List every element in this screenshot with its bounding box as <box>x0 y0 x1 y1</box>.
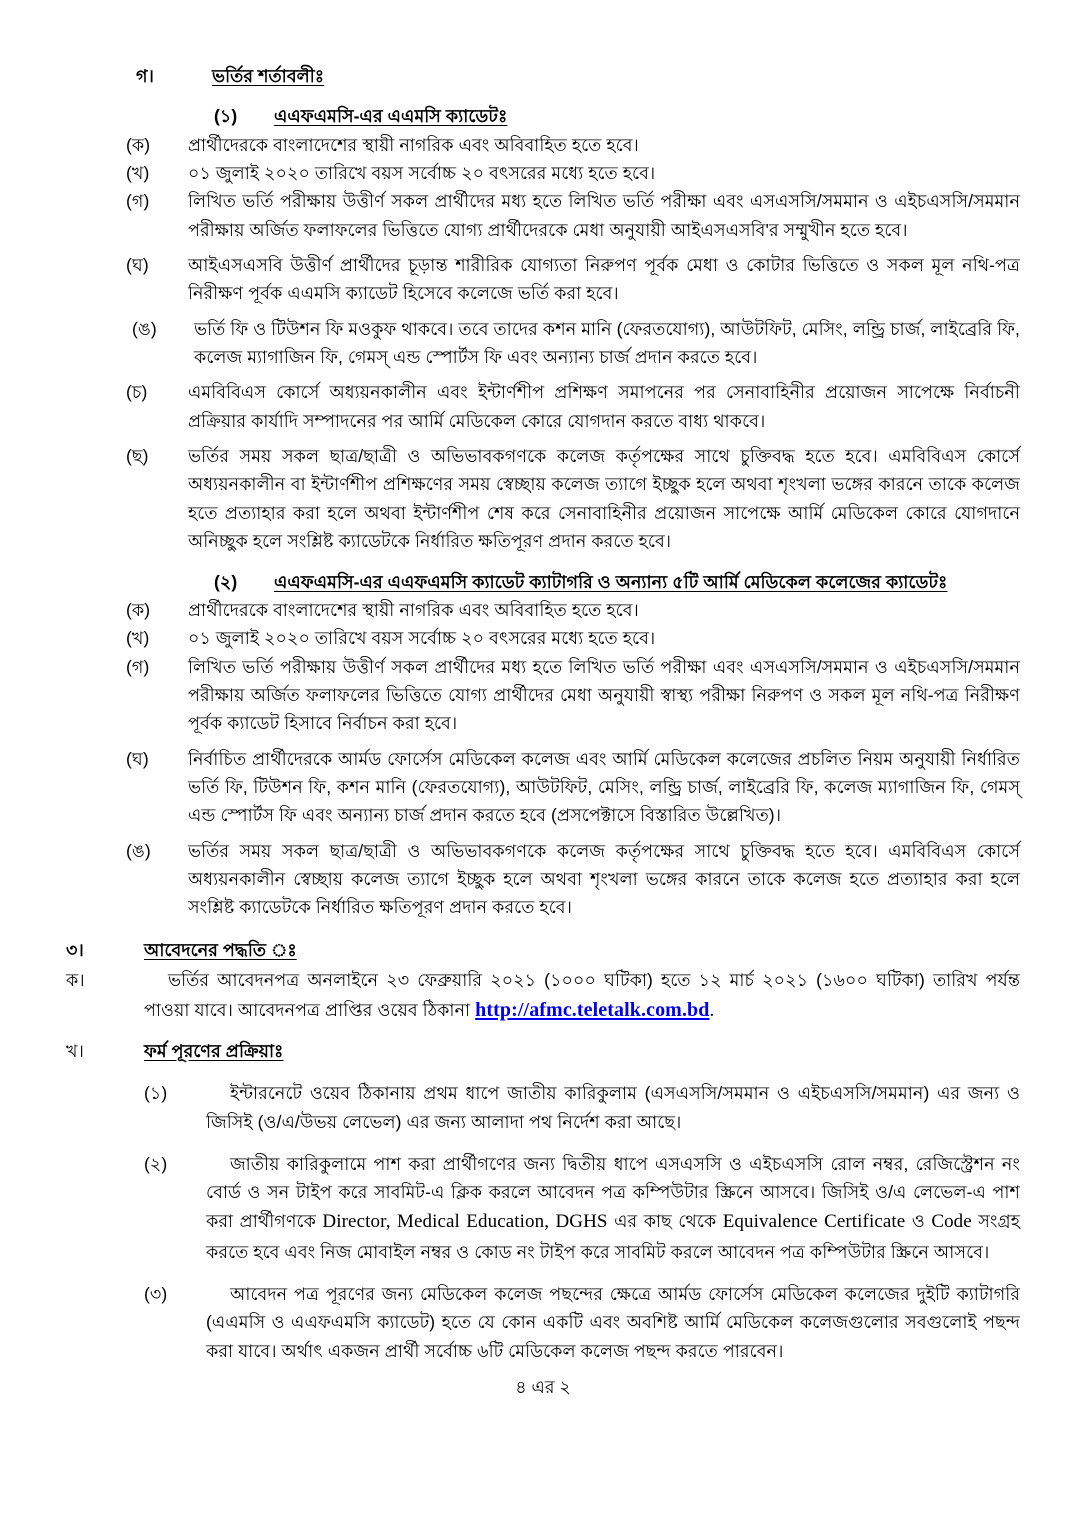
item-2-ka-marker: (ক) <box>126 599 151 620</box>
form-step-1-marker: (১) <box>144 1083 168 1104</box>
section-3-item-ka-text-part2: . <box>709 1000 715 1022</box>
item-1-kha-marker: (খ) <box>126 163 150 184</box>
item-2-ga-marker: (গ) <box>126 656 150 677</box>
section-3-item-ka-marker: ক। <box>66 969 85 990</box>
item-2-uo-text: ভর্তির সময় সকল ছাত্র/ছাত্রী ও অভিভাবকগণকে কলেজ কর্তৃপক্ষের সাথে চুক্তিবদ্ধ হতে হবে। এমবিবিএস কোর্সে অধ্যয়নকালীন স্বেচ্ছায় কলেজ ত্যাগে ইচ্ছুক হলে অথবা শৃংখলা ভঙ্গের কারনে তাকে কলেজ হতে প্রত্যাহার করা হলে সংশ্লিষ্ট ক্যাডেটকে নির্ধারিত ক্ষতিপূরণ প্রদান করতে হবে। <box>188 840 1020 918</box>
group-1-heading-row <box>214 102 1020 130</box>
form-step-2-text-d: সংগ্রহ করতে হবে এবং নিজ মোবাইল নম্বর ও কোড নং টাইপ করে সাবমিট করলে আবেদন পত্র কম্পিউটার স্ক্রিনে আসবে। <box>206 1210 1021 1262</box>
item-1-ka-text: প্রার্থীদেরকে বাংলাদেশের স্থায়ী নাগরিক এবং অবিবাহিত হতে হবে। <box>188 134 639 155</box>
item-1-uo-text: ভর্তি ফি ও টিউশন ফি মওকুফ থাকবে। তবে তাদের কশন মানি (ফেরতযোগ্য), আউটফিট, মেসিং, লন্ড্রি চার্জ, লাইব্রেরি ফি, কলেজ ম্যাগাজিন ফি, গেমস্ এন্ড স্পোর্টস ফি এবং অন্যান্য চার্জ প্রদান করতে হবে। <box>194 318 1020 368</box>
item-1-ka <box>126 131 1020 159</box>
item-1-ka-marker: (ক) <box>126 134 151 155</box>
item-2-ka <box>126 596 1020 624</box>
item-1-gha-text: আইএসএসবি উত্তীর্ণ প্রার্থীদের চূড়ান্ত শারীরিক যোগ্যতা নিরুপণ পূর্বক মেধা ও কোটার ভিত্তিতে ও সকল মূল নথি-পত্র নিরীক্ষণ পূর্বক এএমসি ক্যাডেট হিসেবে কলেজে ভর্তি করা হবে। <box>188 255 1020 304</box>
form-step-2-marker: (২) <box>144 1154 168 1175</box>
item-1-chha-text: ভর্তির সময় সকল ছাত্র/ছাত্রী ও অভিভাবকগণকে কলেজ কর্তৃপক্ষের সাথে চুক্তিবদ্ধ হতে হবে। এমবিবিএস কোর্সে অধ্যয়নকালীন বা ইন্টার্ণশীপ প্রশিক্ষণের সময় স্বেচ্ছায় কলেজ ত্যাগে ইচ্ছুক হলে অথবা শৃংখলা ভঙ্গের কারনে তাকে কলেজ হতে প্রত্যাহার করা হলে অথবা ইন্টার্ণশীপ শেষ করে সেনাবাহিনীর প্রয়োজন সাপেক্ষে আর্মি মেডিকেল কোরে যোগদানে অনিচ্ছুক হলে সংশ্লিষ্ট ক্যাডেটকে নির্ধারিত ক্ষতিপূরণ প্রদান করতে হবে। <box>188 446 1020 552</box>
spacer <box>66 738 1020 745</box>
group-1-marker: (১) <box>214 106 238 127</box>
form-step-2-text-c: ও <box>905 1210 932 1231</box>
item-2-gha <box>126 745 1020 830</box>
spacer <box>66 435 1020 442</box>
item-2-kha-marker: (খ) <box>126 628 150 649</box>
item-1-ga <box>126 187 1020 244</box>
form-step-2-english-2: Equivalence Certificate <box>722 1210 906 1232</box>
item-2-uo <box>126 837 1020 922</box>
section-3-heading: আবেদনের পদ্ধতি ঃ <box>144 939 297 960</box>
section-3-item-ka <box>66 966 1020 1027</box>
item-2-kha <box>126 624 1020 652</box>
spacer <box>66 830 1020 837</box>
spacer <box>66 308 1020 315</box>
section-3-marker: ৩। <box>66 939 84 960</box>
section-c-marker: গ। <box>136 66 154 86</box>
spacer <box>66 371 1020 378</box>
section-3-heading-row <box>66 936 1020 964</box>
spacer <box>66 244 1020 251</box>
form-step-2-english-1: Director, Medical Education, DGHS <box>322 1210 608 1232</box>
item-1-uo <box>126 315 1020 372</box>
item-1-chha-marker: (ছ) <box>126 446 149 467</box>
item-2-gha-text: নির্বাচিত প্রার্থীদেরকে আর্মড ফোর্সেস মেডিকেল কলেজ এবং আর্মি মেডিকেল কলেজের প্রচলিত নিয়ম অনুযায়ী নির্ধারিত ভর্তি ফি, টিউশন ফি, কশন মানি (ফেরতযোগ্য), আউটফিট, মেসিং, লন্ড্রি চার্জ, লাইব্রেরি ফি, কলেজ ম্যাগাজিন ফি, গেমস্ এন্ড স্পোর্টস ফি এবং অন্যান্য চার্জ প্রদান করতে হবে (প্রসপেক্টাসে বিস্তারিত উল্লেখিত)। <box>188 748 1020 826</box>
item-1-cha <box>126 378 1020 435</box>
page-footer: ৪ এর ২ <box>515 1376 571 1397</box>
item-1-kha <box>126 159 1020 187</box>
form-step-2-text-b: এর কাছ থেকে <box>607 1210 723 1231</box>
group-2-marker: (২) <box>214 571 238 592</box>
item-2-uo-marker: (ঙ) <box>126 840 151 861</box>
section-c-heading: ভর্তির শর্তাবলীঃ <box>212 66 325 86</box>
form-step-1-text: ইন্টারনেটে ওয়েব ঠিকানায় প্রথম ধাপে জাতীয় কারিকুলাম (এসএসসি/সমমান ও এইচএসসি/সমমান) এর জন্য ও জিসিই (ও/এ/উভয় লেভেল) এর জন্য আলাদা পথ নির্দেশ করা আছে। <box>206 1083 1020 1132</box>
group-2-heading: এএফএমসি-এর এএফএমসি ক্যাডেট ক্যাটাগরি ও অন্যান্য ৫টি আর্মি মেডিকেল কলেজের ক্যাডেটঃ <box>274 571 948 592</box>
form-step-1 <box>144 1079 1020 1136</box>
group-2-heading-row <box>214 568 1020 596</box>
section-3-item-kha-heading-row <box>66 1037 1020 1065</box>
section-3-item-ka-text-part1: ভর্তির আবেদনপত্র অনলাইনে ২৩ ফেব্রুয়ারি ২০২১ (১০০০ ঘটিকা) হতে ১২ মার্চ ২০২১ (১৬০০ ঘটিকা) তারিখ পর্যন্ত পাওয়া যাবে। আবেদনপত্র প্রাপ্তির ওয়েব ঠিকানা <box>144 969 1020 1021</box>
item-1-ga-marker: (গ) <box>126 191 150 212</box>
application-website-link[interactable]: http://afmc.teletalk.com.bd <box>475 999 710 1022</box>
form-step-2-body <box>206 1150 1020 1266</box>
item-1-kha-text: ০১ জুলাই ২০২০ তারিখে বয়স সর্বোচ্চ ২০ বৎসরের মধ্যে হতে হবে। <box>188 163 656 184</box>
item-1-cha-text: এমবিবিএস কোর্সে অধ্যয়নকালীন এবং ইন্টার্ণশীপ প্রশিক্ষণ সমাপনের পর সেনাবাহিনীর প্রয়োজন সাপেক্ষে নির্বাচনী প্রক্রিয়ার কার্যাদি সম্পাদনের পর আর্মি মেডিকেল কোরে যোগদান করতে বাধ্য থাকবে। <box>188 382 1020 431</box>
item-1-cha-marker: (চ) <box>126 382 148 403</box>
item-1-chha <box>126 442 1020 555</box>
form-step-3-text: আবেদন পত্র পূরণের জন্য মেডিকেল কলেজ পছন্দের ক্ষেত্রে আর্মড ফোর্সেস মেডিকেল কলেজের দুইটি ক্যাটাগরি (এএমসি ও এএফএমসি ক্যাডেট) হতে যে কোন একটি এবং অবশিষ্ট আর্মি মেডিকেল কলেজগুলোর সবগুলোই পছন্দ করা যাবে। অর্থাৎ একজন প্রার্থী সর্বোচ্চ ৬টি মেডিকেল কলেজ পছন্দ করতে পারবেন। <box>206 1283 1020 1361</box>
form-step-2 <box>144 1150 1020 1266</box>
section-c-heading-row <box>136 62 1020 90</box>
item-1-gha <box>126 251 1020 308</box>
group-1-heading: এএফএমসি-এর এএমসি ক্যাডেটঃ <box>274 106 508 127</box>
form-step-3-marker: (৩) <box>144 1283 168 1304</box>
form-step-2-text-a: জাতীয় কারিকুলামে পাশ করা প্রার্থীগণের জন্য দ্বিতীয় ধাপে এসএসসি ও এইচএসসি রোল নম্বর, রেজিস্ট্রেশন নং বোর্ড ও সন টাইপ করে সাবমিট-এ ক্লিক করলে আবেদন পত্র কম্পিউটার স্ক্রিনে আসবে। জিসিই ও/এ লেভেল-এ পাশ করা প্রার্থীগণকে <box>206 1154 1020 1231</box>
item-2-ga-text: লিখিত ভর্তি পরীক্ষায় উত্তীর্ণ সকল প্রার্থীদের মধ্য হতে লিখিত ভর্তি পরীক্ষা এবং এসএসসি/সমমান ও এইচএসসি/সমমান পরীক্ষায় অর্জিত ফলাফলের ভিত্তিতে যোগ্য প্রার্থীদের মেধা অনুযায়ী স্বাস্থ্য পরীক্ষা নিরুপণ ও সকল মূল নথি-পত্র নিরীক্ষণ পূর্বক ক্যাডেট হিসাবে নির্বাচন করা হবে। <box>188 656 1020 734</box>
item-1-gha-marker: (ঘ) <box>126 255 149 276</box>
section-3-item-kha-heading: ফর্ম পূরণের প্রক্রিয়াঃ <box>144 1041 284 1062</box>
form-step-2-english-3: Code <box>931 1210 972 1232</box>
section-3-item-kha-marker: খ। <box>66 1041 84 1062</box>
form-step-3 <box>144 1280 1020 1365</box>
item-1-ga-text: লিখিত ভর্তি পরীক্ষায় উত্তীর্ণ সকল প্রার্থীদের মধ্য হতে লিখিত ভর্তি পরীক্ষা এবং এসএসসি/সমমান ও এইচএসসি/সমমান পরীক্ষায় অর্জিত ফলাফলের ভিত্তিতে যোগ্য প্রার্থীদেরকে মেধা অনুযায়ী আইএসএসবি'র সম্মুখীন হতে হবে। <box>188 191 1020 240</box>
item-1-uo-marker: (ঙ) <box>132 318 157 339</box>
item-2-ka-text: প্রার্থীদেরকে বাংলাদেশের স্থায়ী নাগরিক এবং অবিবাহিত হতে হবে। <box>188 599 639 620</box>
item-2-gha-marker: (ঘ) <box>126 748 149 769</box>
item-2-ga <box>126 653 1020 738</box>
item-2-kha-text: ০১ জুলাই ২০২০ তারিখে বয়স সর্বোচ্চ ২০ বৎসরের মধ্যে হতে হবে। <box>188 628 656 649</box>
section-3-item-ka-body <box>144 966 1020 1027</box>
